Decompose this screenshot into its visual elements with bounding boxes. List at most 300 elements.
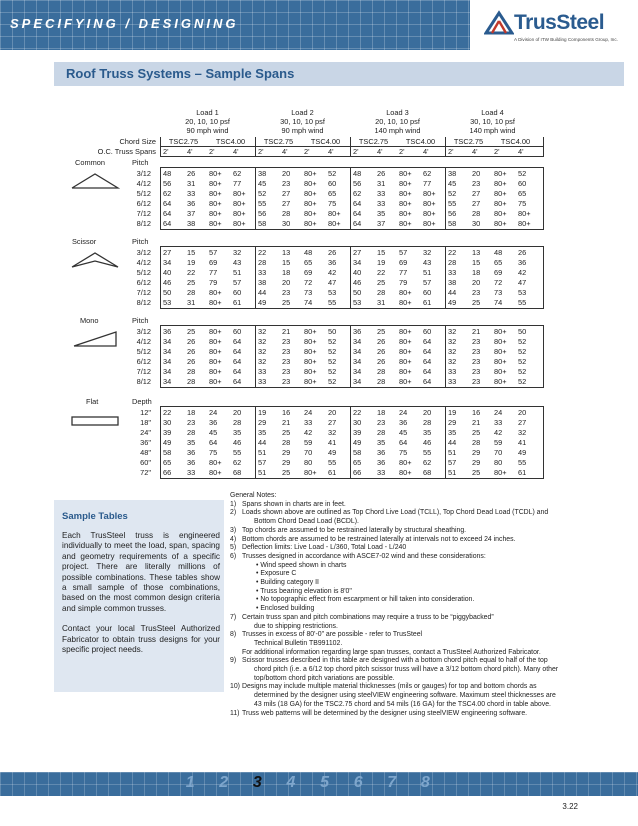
span-cell: 28 xyxy=(187,367,196,376)
span-cell: 80+ xyxy=(399,347,412,356)
header-divider xyxy=(445,137,446,157)
span-cell: 80+ xyxy=(494,337,507,346)
span-cell: 53 xyxy=(353,298,362,307)
span-cell: 36 xyxy=(518,258,527,267)
span-cell: 50 xyxy=(353,288,362,297)
span-cell: 80+ xyxy=(494,179,507,188)
group-divider xyxy=(160,167,161,230)
span-cell: 25 xyxy=(282,428,291,437)
span-cell: 26 xyxy=(377,357,386,366)
span-cell: 34 xyxy=(353,377,362,386)
span-cell: 20 xyxy=(233,408,242,417)
span-cell: 57 xyxy=(209,248,218,257)
section-tab-7[interactable]: 7 xyxy=(387,774,397,791)
spacing-label: 4' xyxy=(377,147,383,156)
span-cell: 24 xyxy=(399,408,408,417)
span-cell: 21 xyxy=(472,418,481,427)
span-cell: 38 xyxy=(258,169,267,178)
span-cell: 59 xyxy=(494,438,503,447)
span-cell: 23 xyxy=(472,367,481,376)
span-cell: 61 xyxy=(518,468,527,477)
note-number: 4) xyxy=(230,535,237,543)
span-cell: 53 xyxy=(163,298,172,307)
span-cell: 65 xyxy=(518,189,527,198)
span-cell: 80+ xyxy=(233,209,246,218)
span-cell: 61 xyxy=(233,298,242,307)
span-cell: 15 xyxy=(377,248,386,257)
span-cell: 80+ xyxy=(304,367,317,376)
span-cell: 56 xyxy=(353,179,362,188)
span-cell: 27 xyxy=(163,248,172,257)
span-cell: 80+ xyxy=(209,347,222,356)
section-tab-2[interactable]: 2 xyxy=(219,774,229,791)
span-cell: 23 xyxy=(472,337,481,346)
span-cell: 80+ xyxy=(399,189,412,198)
logo-wordmark: TrusSteel xyxy=(514,11,605,34)
span-cell: 80+ xyxy=(494,357,507,366)
span-cell: 25 xyxy=(187,278,196,287)
span-cell: 52 xyxy=(328,169,337,178)
span-cell: 69 xyxy=(209,258,218,267)
span-cell: 25 xyxy=(377,278,386,287)
span-cell: 80+ xyxy=(209,458,222,467)
span-cell: 30 xyxy=(163,418,172,427)
span-cell: 25 xyxy=(377,327,386,336)
span-cell: 61 xyxy=(328,468,337,477)
group-rule xyxy=(160,387,543,388)
row-key: 24" xyxy=(140,428,151,437)
span-cell: 39 xyxy=(353,428,362,437)
note-line: Scissor trusses described in this table are designed with a bottom chord pitch equal to half of the top xyxy=(242,657,548,665)
span-cell: 58 xyxy=(258,219,267,228)
span-cell: 80+ xyxy=(494,367,507,376)
span-cell: 52 xyxy=(518,357,527,366)
span-cell: 32 xyxy=(448,327,457,336)
span-cell: 35 xyxy=(187,438,196,447)
span-cell: 34 xyxy=(353,337,362,346)
span-cell: 36 xyxy=(377,458,386,467)
span-cell: 51 xyxy=(258,448,267,457)
span-cell: 38 xyxy=(187,219,196,228)
span-cell: 32 xyxy=(258,337,267,346)
span-cell: 28 xyxy=(187,288,196,297)
span-cell: 26 xyxy=(187,169,196,178)
section-tab-8[interactable]: 8 xyxy=(420,774,430,791)
row-key: 5/12 xyxy=(136,268,151,277)
span-cell: 62 xyxy=(423,458,432,467)
span-cell: 80+ xyxy=(399,327,412,336)
span-cell: 80+ xyxy=(233,199,246,208)
span-cell: 60 xyxy=(328,179,337,188)
span-cell: 43 xyxy=(233,258,242,267)
span-cell: 80+ xyxy=(518,219,531,228)
span-cell: 64 xyxy=(163,199,172,208)
row-key: 7/12 xyxy=(136,209,151,218)
note-line: Technical Bulletin TB991102. xyxy=(254,639,343,647)
header-divider xyxy=(543,137,544,157)
span-cell: 34 xyxy=(163,347,172,356)
span-cell: 80+ xyxy=(494,169,507,178)
span-cell: 80 xyxy=(494,458,503,467)
span-cell: 48 xyxy=(163,169,172,178)
span-cell: 27 xyxy=(472,199,481,208)
span-cell: 55 xyxy=(518,458,527,467)
span-cell: 64 xyxy=(423,377,432,386)
span-cell: 80+ xyxy=(209,327,222,336)
span-cell: 80+ xyxy=(399,288,412,297)
note-line: determined by the designer using steelVIEW engineering software. Maximum steel thicknesses are xyxy=(254,692,556,700)
span-cell: 62 xyxy=(353,189,362,198)
chord-size-label: TSC4.00 xyxy=(500,137,531,146)
span-cell: 32 xyxy=(328,428,337,437)
group-divider xyxy=(350,246,351,309)
span-cell: 38 xyxy=(448,278,457,287)
span-cell: 29 xyxy=(472,458,481,467)
group-divider xyxy=(543,406,544,479)
span-cell: 80+ xyxy=(304,219,317,228)
note-line: due to shipping restrictions. xyxy=(254,622,338,630)
span-cell: 47 xyxy=(518,278,527,287)
span-cell: 26 xyxy=(187,337,196,346)
general-notes xyxy=(230,492,628,718)
span-cell: 68 xyxy=(233,468,242,477)
span-cell: 55 xyxy=(328,298,337,307)
span-cell: 31 xyxy=(187,298,196,307)
span-cell: 26 xyxy=(187,347,196,356)
span-cell: 33 xyxy=(377,189,386,198)
span-cell: 69 xyxy=(494,268,503,277)
span-cell: 64 xyxy=(233,337,242,346)
group-rule xyxy=(160,308,543,309)
span-cell: 56 xyxy=(163,179,172,188)
page-title: Roof Truss Systems – Sample Spans xyxy=(66,66,295,81)
span-cell: 80+ xyxy=(209,179,222,188)
group-rule xyxy=(160,246,543,247)
group-divider xyxy=(160,325,161,388)
span-cell: 57 xyxy=(423,278,432,287)
span-cell: 16 xyxy=(282,408,291,417)
span-cell: 16 xyxy=(472,408,481,417)
load-header-psf: 20, 10, 10 psf xyxy=(375,117,420,126)
span-cell: 64 xyxy=(353,219,362,228)
group-divider xyxy=(543,167,544,230)
span-cell: 64 xyxy=(209,438,218,447)
span-cell: 80+ xyxy=(399,298,412,307)
span-cell: 20 xyxy=(472,278,481,287)
span-cell: 22 xyxy=(448,248,457,257)
span-cell: 80+ xyxy=(494,468,507,477)
span-cell: 66 xyxy=(163,468,172,477)
span-cell: 52 xyxy=(448,189,457,198)
span-cell: 23 xyxy=(282,179,291,188)
span-cell: 80+ xyxy=(328,219,341,228)
common-truss-icon xyxy=(70,170,120,192)
span-cell: 49 xyxy=(163,438,172,447)
span-cell: 73 xyxy=(304,288,313,297)
span-cell: 30 xyxy=(282,219,291,228)
span-cell: 44 xyxy=(448,288,457,297)
span-cell: 22 xyxy=(258,248,267,257)
span-cell: 23 xyxy=(282,347,291,356)
load-header-wind: 140 mph wind xyxy=(469,126,516,135)
span-cell: 32 xyxy=(423,248,432,257)
span-cell: 60 xyxy=(518,179,527,188)
param-label: Pitch xyxy=(132,316,149,325)
row-key: 8/12 xyxy=(136,219,151,228)
note-line: Bottom Chord Dead Load (BCDL). xyxy=(254,518,359,526)
span-cell: 45 xyxy=(399,428,408,437)
note-number: 9) xyxy=(230,657,237,665)
span-cell: 58 xyxy=(448,219,457,228)
group-name: Mono xyxy=(80,316,99,325)
span-cell: 48 xyxy=(304,248,313,257)
span-cell: 31 xyxy=(377,298,386,307)
span-cell: 25 xyxy=(187,327,196,336)
sample-tables-sidebar xyxy=(54,500,224,692)
span-cell: 52 xyxy=(518,347,527,356)
chord-size-label: TSC2.75 xyxy=(168,137,199,146)
span-cell: 52 xyxy=(328,357,337,366)
span-cell: 44 xyxy=(258,438,267,447)
span-cell: 73 xyxy=(494,288,503,297)
span-cell: 55 xyxy=(233,448,242,457)
span-cell: 74 xyxy=(494,298,503,307)
group-rule xyxy=(160,478,543,479)
span-cell: 34 xyxy=(163,337,172,346)
span-cell: 55 xyxy=(518,298,527,307)
note-number: 2) xyxy=(230,509,237,517)
span-cell: 53 xyxy=(518,288,527,297)
group-name: Scissor xyxy=(72,237,97,246)
span-cell: 13 xyxy=(282,248,291,257)
note-line: top/bottom chord pitch variations are possible. xyxy=(254,674,395,682)
note-line: Top chords are assumed to be restrained laterally by structural sheathing. xyxy=(242,526,467,534)
span-cell: 25 xyxy=(472,428,481,437)
span-cell: 80+ xyxy=(304,377,317,386)
param-label: Pitch xyxy=(132,158,149,167)
note-line: Loads shown above are outlined as Top Chord Live Load (TCLL), Top Chord Dead Load (TCDL) and xyxy=(242,509,549,517)
span-cell: 65 xyxy=(304,258,313,267)
span-cell: 38 xyxy=(258,278,267,287)
span-cell: 52 xyxy=(518,367,527,376)
span-cell: 41 xyxy=(518,438,527,447)
span-cell: 28 xyxy=(233,418,242,427)
span-cell: 64 xyxy=(353,199,362,208)
span-cell: 27 xyxy=(282,189,291,198)
span-cell: 59 xyxy=(304,438,313,447)
row-key: 7/12 xyxy=(136,367,151,376)
span-cell: 19 xyxy=(187,258,196,267)
span-cell: 32 xyxy=(258,327,267,336)
spacing-label: 2' xyxy=(494,147,500,156)
group-rule xyxy=(160,229,543,230)
span-cell: 80+ xyxy=(494,199,507,208)
note-item xyxy=(230,509,628,526)
section-tab-5[interactable]: 5 xyxy=(320,774,329,791)
span-cell: 20 xyxy=(328,408,337,417)
span-cell: 55 xyxy=(448,199,457,208)
span-cell: 80+ xyxy=(304,199,317,208)
section-tab-1[interactable]: 1 xyxy=(185,774,195,791)
span-cell: 36 xyxy=(209,418,218,427)
note-item xyxy=(230,553,628,614)
row-key: 18" xyxy=(140,418,151,427)
load-header-psf: 30, 10, 10 psf xyxy=(280,117,325,126)
span-cell: 28 xyxy=(423,418,432,427)
span-cell: 58 xyxy=(163,448,172,457)
span-cell: 60 xyxy=(233,288,242,297)
span-cell: 68 xyxy=(423,468,432,477)
span-cell: 15 xyxy=(472,258,481,267)
span-cell: 30 xyxy=(353,418,362,427)
note-number: 11) xyxy=(230,709,240,717)
span-cell: 33 xyxy=(377,468,386,477)
span-cell: 32 xyxy=(258,357,267,366)
span-cell: 80+ xyxy=(209,468,222,477)
group-divider xyxy=(445,406,446,479)
span-cell: 51 xyxy=(258,468,267,477)
row-key: 5/12 xyxy=(136,189,151,198)
span-cell: 64 xyxy=(423,347,432,356)
note-line: Certain truss span and pitch combinations may require a truss to be “piggybacked” xyxy=(242,613,494,621)
span-cell: 43 xyxy=(423,258,432,267)
span-cell: 66 xyxy=(353,468,362,477)
span-cell: 64 xyxy=(233,367,242,376)
span-cell: 21 xyxy=(282,327,291,336)
spacing-label: 4' xyxy=(472,147,478,156)
note-line: chord pitch (i.e. a 6/12 top chord pitch scissor truss will have a 3/12 bottom chord pitch). Many other xyxy=(254,666,559,674)
row-key: 60" xyxy=(140,458,151,467)
spacing-label: 2' xyxy=(304,147,310,156)
section-tab-3[interactable]: 3 xyxy=(252,774,262,791)
span-cell: 19 xyxy=(448,408,457,417)
span-cell: 52 xyxy=(328,377,337,386)
span-cell: 80+ xyxy=(304,179,317,188)
span-cell: 44 xyxy=(258,288,267,297)
section-tab-6[interactable]: 6 xyxy=(353,774,363,791)
span-cell: 69 xyxy=(304,268,313,277)
span-cell: 64 xyxy=(233,357,242,366)
span-cell: 48 xyxy=(494,248,503,257)
span-cell: 77 xyxy=(233,179,242,188)
span-cell: 20 xyxy=(282,169,291,178)
span-cell: 34 xyxy=(163,258,172,267)
span-cell: 35 xyxy=(233,428,242,437)
span-cell: 26 xyxy=(518,248,527,257)
span-cell: 27 xyxy=(282,199,291,208)
span-cell: 33 xyxy=(187,189,196,198)
spacing-heading: O.C. Truss Spans xyxy=(97,147,156,156)
span-cell: 27 xyxy=(353,248,362,257)
span-cell: 72 xyxy=(304,278,313,287)
span-cell: 80+ xyxy=(423,219,436,228)
span-cell: 64 xyxy=(233,347,242,356)
spacing-label: 4' xyxy=(282,147,288,156)
span-cell: 50 xyxy=(518,327,527,336)
span-cell: 23 xyxy=(282,367,291,376)
wind-consideration-bullet: • Wind speed shown in charts xyxy=(256,561,347,569)
chord-size-heading: Chord Size xyxy=(119,137,156,146)
span-cell: 18 xyxy=(377,408,386,417)
span-cell: 80+ xyxy=(494,189,507,198)
span-cell: 34 xyxy=(353,258,362,267)
span-cell: 55 xyxy=(258,199,267,208)
row-key: 72" xyxy=(140,468,151,477)
span-cell: 80+ xyxy=(209,288,222,297)
chord-size-label: TSC4.00 xyxy=(310,137,341,146)
mono-truss-icon xyxy=(70,328,120,350)
span-cell: 61 xyxy=(423,298,432,307)
load-header-psf: 30, 10, 10 psf xyxy=(470,117,515,126)
section-tab-4[interactable]: 4 xyxy=(286,774,296,791)
span-cell: 49 xyxy=(518,448,527,457)
note-number: 3) xyxy=(230,526,237,534)
span-cell: 57 xyxy=(258,458,267,467)
group-name: Flat xyxy=(86,397,99,406)
load-header-name: Load 4 xyxy=(481,108,504,117)
span-cell: 52 xyxy=(518,337,527,346)
span-cell: 28 xyxy=(377,377,386,386)
page-number: 3.22 xyxy=(562,802,578,811)
row-key: 12" xyxy=(140,408,151,417)
span-cell: 29 xyxy=(258,418,267,427)
span-cell: 42 xyxy=(328,268,337,277)
chord-size-label: TSC2.75 xyxy=(263,137,294,146)
span-cell: 64 xyxy=(399,438,408,447)
group-divider xyxy=(255,406,256,479)
note-item xyxy=(230,536,628,545)
span-cell: 27 xyxy=(472,189,481,198)
span-cell: 51 xyxy=(448,448,457,457)
span-cell: 20 xyxy=(423,408,432,417)
span-cell: 25 xyxy=(282,468,291,477)
note-item xyxy=(230,631,628,657)
span-cell: 52 xyxy=(518,169,527,178)
span-cell: 28 xyxy=(187,428,196,437)
spacing-label: 2' xyxy=(353,147,359,156)
span-cell: 60 xyxy=(233,327,242,336)
group-divider xyxy=(350,167,351,230)
spacing-label: 4' xyxy=(423,147,429,156)
span-cell: 33 xyxy=(258,367,267,376)
span-cell: 23 xyxy=(282,377,291,386)
span-cell: 80+ xyxy=(399,458,412,467)
chord-size-label: TSC4.00 xyxy=(405,137,436,146)
span-cell: 33 xyxy=(377,199,386,208)
wind-consideration-bullet: • Exposure C xyxy=(256,570,297,578)
group-divider xyxy=(160,246,161,309)
span-cell: 41 xyxy=(328,438,337,447)
span-cell: 80+ xyxy=(399,169,412,178)
span-cell: 72 xyxy=(494,278,503,287)
sidebar-paragraph-1: Each TrusSteel truss is engineered individually to meet the load, span, spacing and geometry requirements of a specific project. There are literally millions of possible combinations. These tables show a small sample of those combinations, based on the most common design criteria and simple common trusses. xyxy=(62,531,220,613)
span-cell: 22 xyxy=(187,268,196,277)
span-cell: 33 xyxy=(494,418,503,427)
span-cell: 80+ xyxy=(494,377,507,386)
note-number: 1) xyxy=(230,500,237,508)
header-divider xyxy=(350,137,351,157)
span-cell: 45 xyxy=(448,179,457,188)
span-cell: 40 xyxy=(163,268,172,277)
span-cell: 23 xyxy=(472,377,481,386)
group-divider xyxy=(350,325,351,388)
sidebar-title: Sample Tables xyxy=(62,511,128,522)
load-header-name: Load 2 xyxy=(291,108,314,117)
span-cell: 37 xyxy=(377,219,386,228)
param-label: Pitch xyxy=(132,237,149,246)
note-item xyxy=(230,501,628,510)
span-cell: 28 xyxy=(282,209,291,218)
